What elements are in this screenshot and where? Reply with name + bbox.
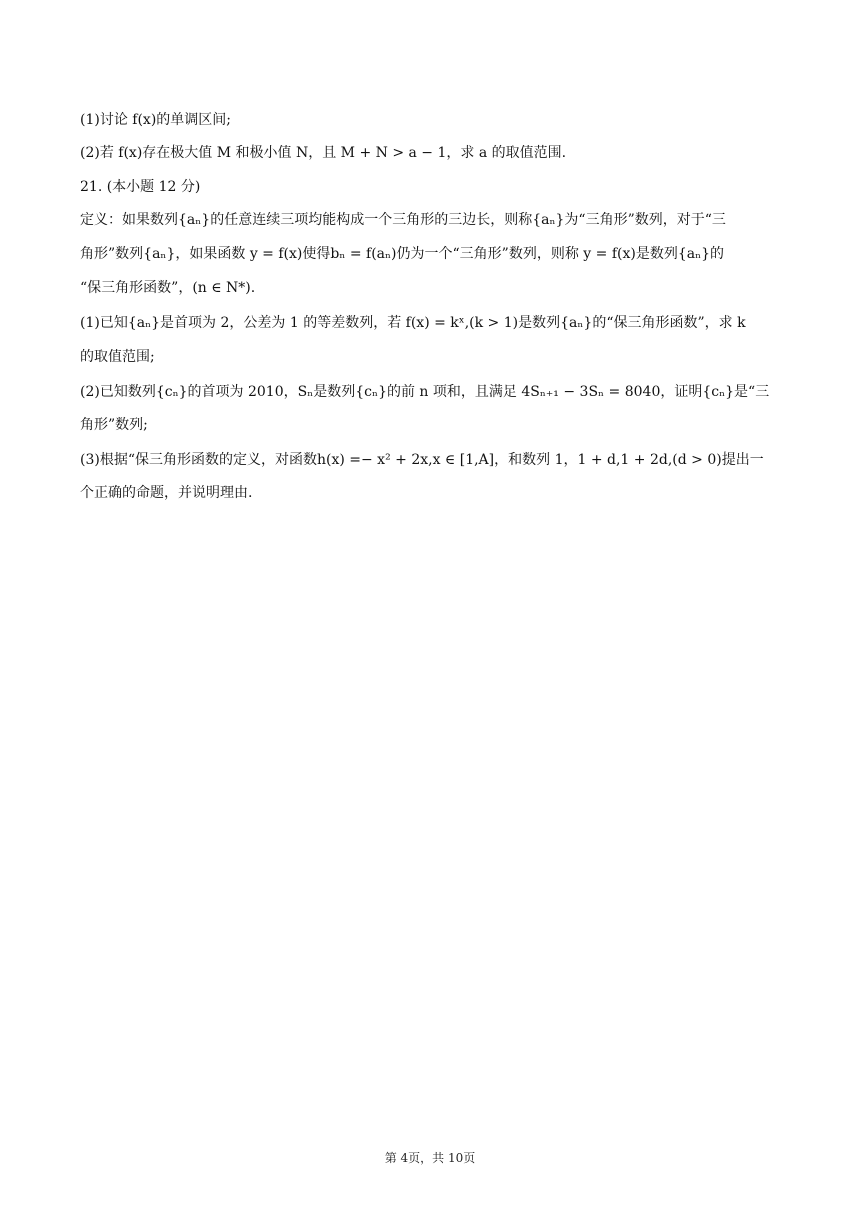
definition-line-2: 角形”数列{aₙ}，如果函数 y = f(x)使得bₙ = f(aₙ)仍为一个“三角形”数列，则称 y = f(x)是数列{aₙ}的 <box>80 246 725 262</box>
definition-line-3: “保三角形函数”，(n ∈ N*). <box>80 280 256 296</box>
question-21-part-3-line-2: 个正确的命题，并说明理由. <box>80 485 253 501</box>
page-number: 第 4页，共 10页 <box>384 1151 476 1165</box>
question-20-part-2: (2)若 f(x)存在极大值 M 和极小值 N，且 M + N > a − 1，求 a 的取值范围. <box>80 145 567 161</box>
question-20-part-1: (1)讨论 f(x)的单调区间; <box>80 112 231 128</box>
question-21-part-1-line-2: 的取值范围; <box>80 349 155 365</box>
definition-line-1: 定义：如果数列{aₙ}的任意连续三项均能构成一个三角形的三边长，则称{aₙ}为“三角形”数列，对于“三 <box>80 212 726 228</box>
question-21-part-3-line-1: (3)根据“保三角形函数的定义，对函数h(x) =− x² + 2x,x ∈ [1,A]，和数列 1，1 + d,1 + 2d,(d > 0)提出一 <box>80 452 764 468</box>
question-21-part-2-line-1: (2)已知数列{cₙ}的首项为 2010，Sₙ是数列{cₙ}的前 n 项和，且满足 4Sₙ₊₁ − 3Sₙ = 8040，证明{cₙ}是“三 <box>80 384 770 400</box>
question-21-part-2-line-2: 角形”数列; <box>80 417 148 433</box>
question-21-header: 21. (本小题 12 分) <box>80 179 201 195</box>
question-21-part-1-line-1: (1)已知{aₙ}是首项为 2，公差为 1 的等差数列，若 f(x) = kˣ,(k > 1)是数列{aₙ}的“保三角形函数”，求 k <box>80 315 746 331</box>
